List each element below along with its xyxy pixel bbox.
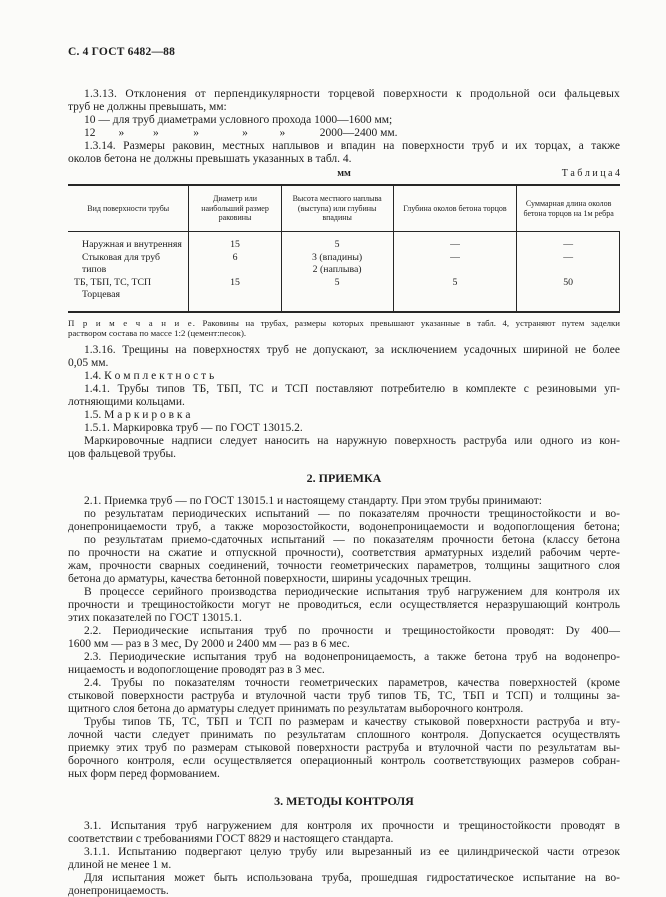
table-note [68,318,620,339]
table-value: 6 [232,251,238,263]
text-line: 2.2. Периодические испытания труб по прочности и трещиностойкости проводят: Dу 400— [84,624,620,637]
text-line: 3.1. Испытания труб нагружением для контроля их прочности и трещиностойкости проводят в [84,819,620,832]
list-item-10: 10 — для труб диаметрами условного прохода 1000—1600 мм; [84,114,393,126]
table-header-surface: Вид поверхности трубы [68,186,189,232]
table-value [519,264,617,277]
note-label: П р и м е ч а н и е. [68,317,196,328]
text-line: донепроницаемость. [68,884,169,897]
text-line: 1600 мм — раз в 3 мес, Dу 2000 и 2400 мм — раз в 6 мес. [68,637,350,650]
text-line: 2.3. Периодические испытания труб на водонепроницаемость, а также бетона труб на водонепро- [84,650,620,663]
text-line: по результатам приемо-сдаточных испытаний — по показателям прочности бетона (классу бетона [84,533,620,546]
text-line: по прочности на сжатие и отпускной прочности), соответствия арматурных изделий рабочим черте- [68,546,620,559]
table-value: 15 [230,239,240,250]
paragraph-3-1 [68,820,620,897]
table-header-diameter: Диаметр или наибольший размер раковины [189,186,281,232]
text-line: донепроницаемости труб, а также морозостойкости, водонепроницаемости и водопоглощения бетона; [68,520,620,533]
note-line: раствором состава по массе 1:2 (цемент:песок). [68,328,247,338]
table-value [191,264,278,277]
table-cell-depth [394,232,518,311]
paragraph-2-3 [68,651,620,677]
paragraph-2-2 [68,625,620,651]
text-line: 1.3.16. Трещины на поверхностях труб не допускают, за исключением усадочных шириной не более [84,343,620,356]
text-line: длиной не менее 1 м. [68,858,172,871]
table-header-depth: Глубина околов бетона торцов [394,186,518,232]
table-unit-label: мм [337,168,351,179]
text-line: околов бетона не должны превышать указанных в табл. 4. [68,153,352,165]
paragraph-1-3-16 [68,344,620,370]
note-line [68,318,620,329]
text-line: Маркировочные надписи следует наносить на наружную поверхность раструба или одного из кон- [84,434,620,447]
paragraph-1-4-1 [68,383,620,409]
table-value: — [450,251,460,263]
table-cell-total [517,232,620,311]
table-label-row [68,168,620,182]
text-line: соответствии с требованиями ГОСТ 8829 и настоящего стандарта. [68,832,394,845]
list-item-12: 12 » » » » » 2000—2400 мм. [84,127,398,139]
heading-1-5: 1.5. М а р к и р о в к а [84,408,191,421]
table-value: ТБ, ТБП, ТС, ТСП [74,276,152,288]
note-text: Раковины на трубах, размеры которых превышают указанные в табл. 4, устраняют путем заделки [195,317,620,328]
table-value: 15 [230,276,240,288]
text-line: стыковой поверхности раструба и втулочной части труб типов ТБ, ТС, ТБП и ТСП) и толщины за- [68,689,620,702]
table-value: — [563,239,574,250]
table-value: 5 [334,276,340,288]
text-line: 2.4. Трубы по показателям точности геометрических параметров, качества поверхностей (кроме [84,676,620,689]
table-caption: Т а б л и ц а 4 [561,168,620,179]
text-line: 1.4.1. Трубы типов ТБ, ТБП, ТС и ТСП поставляют потребителю в комплекте с резиновыми уп- [84,382,620,395]
text-line: этих показателей по ГОСТ 13015.1. [68,611,242,624]
text-line: 0,05 мм. [68,356,109,369]
text-line: жам, прочности сварных соединений, точности геометрических параметров, толщины защитного слоя [68,559,620,572]
text-line: 2.1. Приемка труб — по ГОСТ 13015.1 и настоящему стандарту. При этом трубы принимают: [84,494,542,507]
table-header-height: Высота местного наплыва (выступа) или глубины впадины [282,186,394,232]
table-value: 50 [563,276,574,288]
text-line: по результатам периодических испытаний — по показателям прочности трещиностойкости и во- [84,507,620,520]
table-cell-diameter [189,232,281,311]
text-line: борочного контроля, если осуществляется операционный контроль соответствующих размеров собран- [68,754,620,767]
text-line: прочности и трещиностойкости могут не проводиться, если осуществляется неразрушающий контроль [68,598,620,611]
table-4 [68,184,620,313]
text-line: приемку этих труб по размерам стыковой поверхности раструба и втулочной части по результатам вы- [68,741,620,754]
text-line: Для испытания может быть использована труба, прошедшая гидростатическое испытание на во- [84,871,620,884]
text-line: Трубы типов ТБ, ТС, ТБП и ТСП по размерам и качеству стыковой поверхности раструба и вту- [84,715,620,728]
table-value: Наружная и внутренняя [82,239,182,250]
text-line: 1.3.14. Размеры раковин, местных наплывов и впадин на поверхности труб и их торцах, а также [84,140,620,152]
text-line: ницаемость и водопоглощение проводят раз в 3 мес. [68,663,325,676]
paragraph-1-3-14 [68,140,620,166]
table-value [396,264,515,277]
text-line: В процессе серийного производства периодические испытания труб нагружением для контроля их [84,585,620,598]
text-line: труб не должны превышать, мм: [68,101,227,113]
section-heading-metody-kontrolya: 3. МЕТОДЫ КОНТРОЛЯ [274,793,414,808]
table-value: — [563,251,574,263]
text-line: щитного слоя бетона до арматуры следует принимать по результатам выборочного контроля. [68,702,524,715]
paragraph-1-5-1: 1.5.1. Маркировка труб — по ГОСТ 13015.2. [84,421,303,434]
paragraph-2-4 [68,677,620,781]
paragraph-1-3-13 [68,88,620,140]
page-header: С. 4 ГОСТ 6482—88 [68,46,176,58]
paragraph-marking [68,435,620,461]
text-line: бетона до арматуры, качества бетонной поверхности, ширины усадочных трещин. [68,572,472,585]
text-line: ных форм перед формованием. [68,767,220,780]
table-header-total: Суммарная длина околов бетона торцов на 1м ребра [517,186,620,232]
table-cell-surface [68,232,189,311]
text-line: лочной части следует принимать по результатам сплошного контроля. Допускается осуществлять [68,728,620,741]
text-line: цов фальцевой трубы. [68,447,177,460]
table-value: Стыковая для труб типов [82,251,160,275]
table-value: 2 (наплыва) [312,264,362,275]
heading-1-4: 1.4. К о м п л е к т н о с т ь [84,369,215,382]
text-line: лотняющими кольцами. [68,395,185,408]
text-line: 3.1.1. Испытанию подвергают целую трубу или вырезанный из ее цилиндрической части отрезок [84,845,620,858]
table-value: 5 [334,239,340,250]
text-line: 1.3.13. Отклонения от перпендикулярности торцевой поверхности к продольной оси фальцевых [84,88,620,100]
table-value: 5 [452,276,458,288]
table-cell-height [282,232,394,311]
table-value: Торцевая [82,289,120,300]
paragraph-2-1 [68,495,620,625]
section-heading-priemka: 2. ПРИЕМКА [306,470,382,485]
table-value: — [450,239,460,250]
table-value: 3 (впадины) [312,251,363,263]
